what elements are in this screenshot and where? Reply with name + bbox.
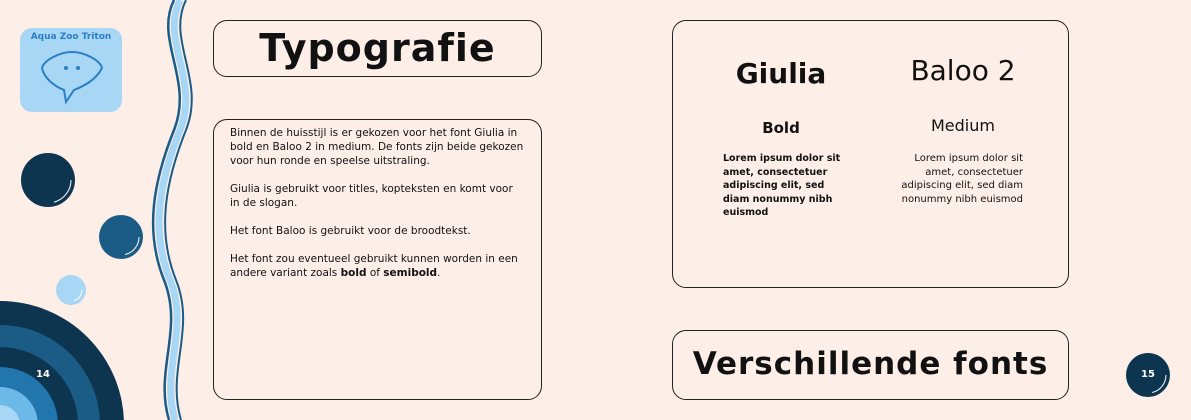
logo <box>20 28 122 112</box>
font-1-weight: Bold <box>762 119 800 137</box>
ring-decoration <box>0 300 125 420</box>
paragraph-1: Binnen de huisstijl is er gekozen voor het font Giulia in bold en Baloo 2 in medium. De fonts zijn beide gekozen voor hun ronde en speelse uitstraling. <box>230 127 524 167</box>
font-2-weight: Medium <box>931 116 995 135</box>
font-1-name: Giulia <box>735 57 827 90</box>
page-number-left: 14 <box>36 369 50 380</box>
font-1-sample: Lorem ipsum dolor sit amet, consectetuer adipiscing elit, sed diam nonummy nibh euismod <box>723 153 841 218</box>
bubble-large <box>20 152 76 208</box>
stingray-icon <box>40 46 104 106</box>
paragraph-2: Giulia is gebruikt voor titles, kopteksten en komt voor in de slogan. <box>230 183 513 209</box>
bubble-medium <box>98 214 144 260</box>
title-panel <box>213 20 542 77</box>
paragraph-4-end: . <box>437 267 441 279</box>
font-2-sample: Lorem ipsum dolor sit amet, consectetuer adipiscing elit, sed diam nonummy nibh euismod <box>901 153 1023 205</box>
page-title: Typografie <box>259 26 496 70</box>
logo-text: Aqua Zoo Triton <box>30 32 112 42</box>
wave-decoration <box>140 0 210 420</box>
subtitle: Verschillende fonts <box>692 346 1049 382</box>
body-panel <box>213 119 542 400</box>
bold-word: bold <box>340 267 367 279</box>
font-2-name: Baloo 2 <box>910 54 1016 87</box>
subtitle-panel <box>672 330 1069 400</box>
paragraph-4-text: Het font zou eventueel gebruikt kunnen worden in een andere variant zoals <box>230 253 518 279</box>
fonts-panel <box>672 20 1069 288</box>
paragraph-4 <box>230 252 525 280</box>
paragraph-4-mid: of <box>366 267 384 279</box>
paragraph-3: Het font Baloo is gebruikt voor de broodtekst. <box>230 225 471 237</box>
semibold-word: semibold <box>383 267 438 279</box>
page-number-right: 15 <box>1141 369 1155 380</box>
